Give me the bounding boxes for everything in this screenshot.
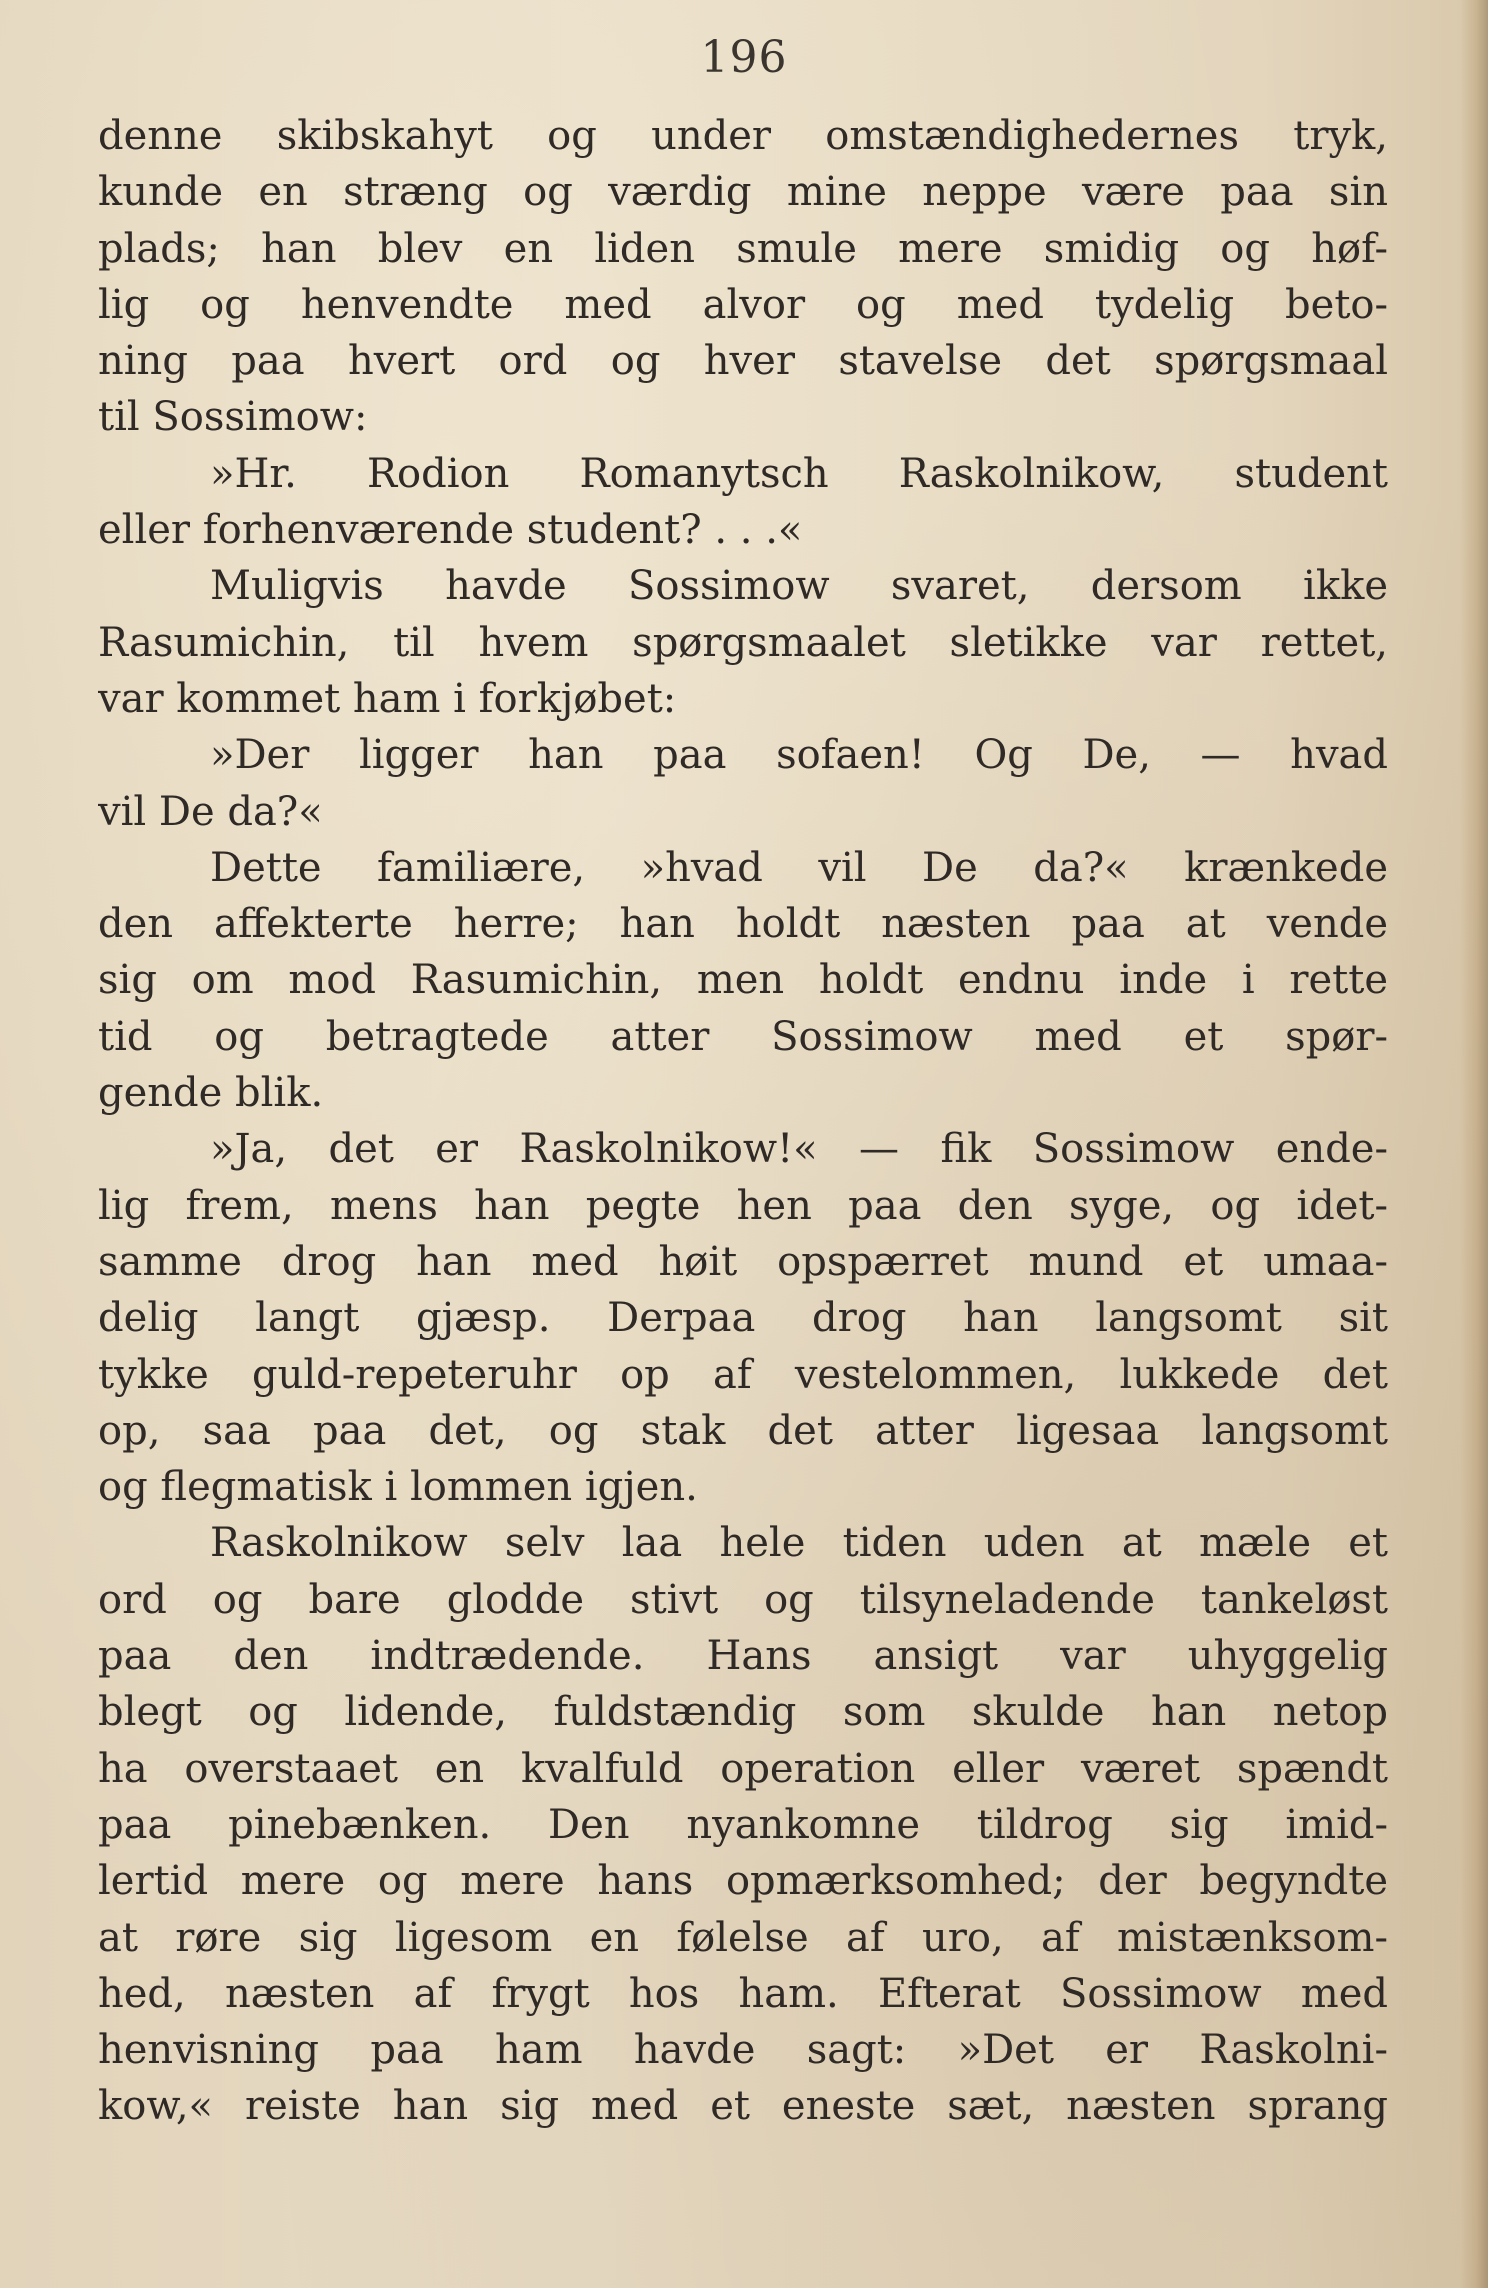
text-line: plads; han blev en liden smule mere smidig og høf- [98, 225, 1388, 272]
text-line: Raskolnikow selv laa hele tiden uden at mæle et [210, 1520, 1388, 1567]
text-line: vil De da?« [98, 788, 323, 835]
page-edge-shadow [1460, 0, 1488, 2288]
text-line: paa pinebænken. Den nyankomne tildrog sig imid- [98, 1801, 1388, 1848]
text-line: samme drog han med høit opspærret mund et umaa- [98, 1238, 1388, 1285]
text-line: gende blik. [98, 1070, 324, 1117]
text-line: »Der ligger han paa sofaen! Og De, — hvad [210, 732, 1388, 779]
text-line: »Hr. Rodion Romanytsch Raskolnikow, student [210, 450, 1388, 497]
text-line: sig om mod Rasumichin, men holdt endnu inde i rette [98, 957, 1388, 1004]
text-line: kow,« reiste han sig med et eneste sæt, næsten sprang [98, 2083, 1388, 2130]
text-line: blegt og lidende, fuldstændig som skulde han netop [98, 1689, 1388, 1736]
text-line: kunde en stræng og værdig mine neppe være paa sin [98, 169, 1388, 216]
text-line: ning paa hvert ord og hver stavelse det spørgsmaal [98, 338, 1388, 385]
page-number: 196 [700, 32, 788, 83]
text-line: »Ja, det er Raskolnikow!« — fik Sossimow ende- [210, 1126, 1388, 1173]
text-line: hed, næsten af frygt hos ham. Efterat Sossimow med [98, 1970, 1388, 2017]
text-line: delig langt gjæsp. Derpaa drog han langsomt sit [98, 1295, 1388, 1342]
text-line: tykke guld-repeteruhr op af vestelommen, lukkede det [98, 1351, 1388, 1398]
text-line: denne skibskahyt og under omstændighedernes tryk, [98, 113, 1388, 159]
text-line: henvisning paa ham havde sagt: »Det er Raskolni- [98, 2027, 1388, 2074]
text-line: at røre sig ligesom en følelse af uro, af mistænksom- [98, 1914, 1388, 1961]
text-line: eller forhenværende student? . . .« [98, 507, 803, 554]
text-line: op, saa paa det, og stak det atter ligesaa langsomt [98, 1407, 1388, 1454]
text-line: Dette familiære, »hvad vil De da?« krænkede [210, 844, 1388, 891]
text-line: Rasumichin, til hvem spørgsmaalet sletikke var rettet, [98, 619, 1388, 666]
text-line: var kommet ham i forkjøbet: [98, 675, 677, 722]
text-line: paa den indtrædende. Hans ansigt var uhyggelig [98, 1633, 1388, 1680]
text-line: lertid mere og mere hans opmærksomhed; der begyndte [98, 1858, 1388, 1905]
text-line: tid og betragtede atter Sossimow med et spør- [98, 1013, 1388, 1060]
body-text [98, 108, 1388, 2135]
text-line: den affekterte herre; han holdt næsten paa at vende [98, 901, 1388, 948]
text-line: ha overstaaet en kvalfuld operation eller været spændt [98, 1745, 1388, 1792]
text-line: til Sossimow: [98, 394, 368, 441]
text-line: Muligvis havde Sossimow svaret, dersom ikke [210, 563, 1388, 610]
text-line: og flegmatisk i lommen igjen. [98, 1464, 698, 1511]
text-line: lig frem, mens han pegte hen paa den syge, og idet- [98, 1182, 1388, 1229]
text-line: lig og henvendte med alvor og med tydelig beto- [98, 281, 1388, 328]
text-line: ord og bare glodde stivt og tilsyneladende tankeløst [98, 1576, 1388, 1623]
